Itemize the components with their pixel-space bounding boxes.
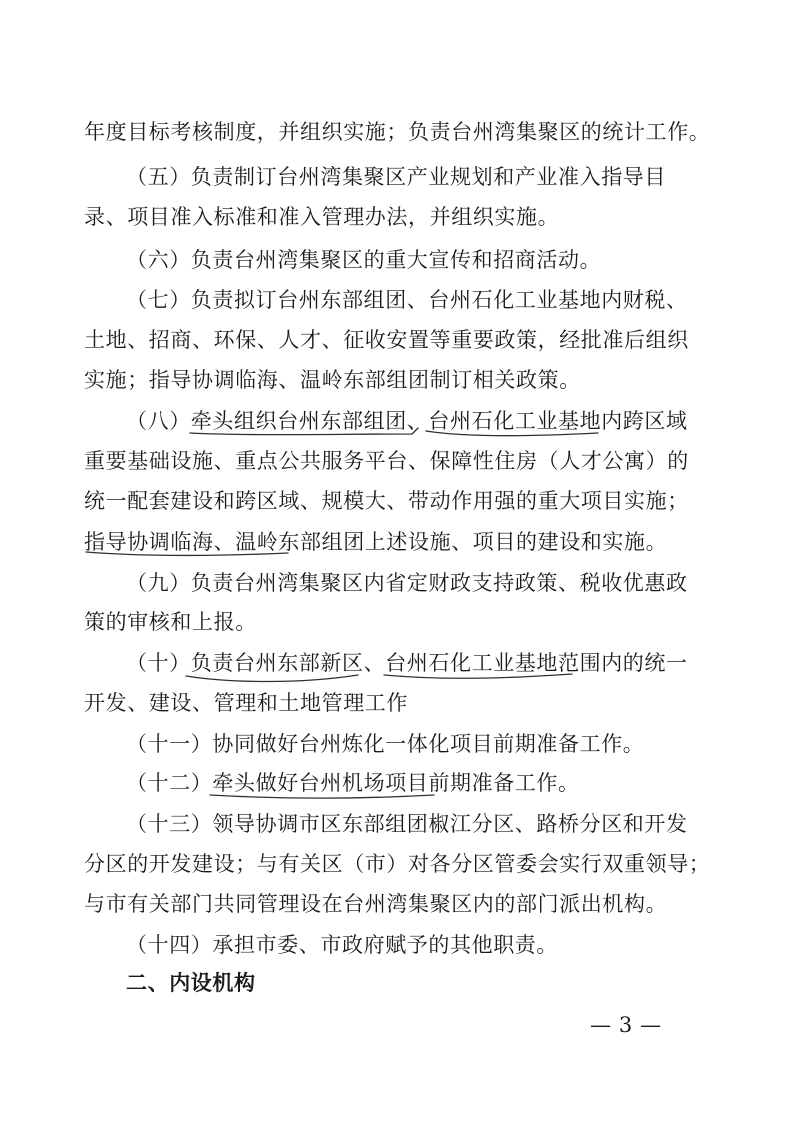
- text-line-13: 策的审核和上报。: [84, 610, 257, 634]
- text-line-11: 指导协调临海、温岭东部组团上述设施、项目的建设和实施。: [84, 530, 668, 554]
- text-line-6: 土地、招商、环保、人才、征收安置等重要政策，经批准后组织: [84, 328, 689, 352]
- text-line-15: 开发、建设、管理和土地管理工作: [84, 691, 408, 715]
- text-line-14: （十）负责台州东部新区、台州石化工业基地范围内的统一: [126, 651, 688, 675]
- text-line-4: （六）负责台州湾集聚区的重大宣传和招商活动。: [126, 248, 602, 272]
- text-line-16: （十一）协同做好台州炼化一体化项目前期准备工作。: [126, 732, 645, 756]
- text-line-10: 统一配套建设和跨区域、规模大、带动作用强的重大项目实施；: [84, 489, 689, 513]
- text-line-17: （十二）牵头做好台州机场项目前期准备工作。: [126, 771, 580, 795]
- text-line-8: （八）牵头组织台州东部组团、台州石化工业基地内跨区域: [126, 409, 688, 433]
- text-line-3: 录、项目准入标准和准入管理办法，并组织实施。: [84, 205, 560, 229]
- text-line-12: （九）负责台州湾集聚区内省定财政支持政策、税收优惠政: [126, 571, 688, 595]
- page-number: — 3 —: [590, 1013, 662, 1037]
- text-line-20: 与市有关部门共同管理设在台州湾集聚区内的部门派出机构。: [84, 892, 668, 916]
- text-line-18: （十三）领导协调市区东部组团椒江分区、路桥分区和开发: [126, 812, 688, 836]
- text-line-7: 实施；指导协调临海、温岭东部组团制订相关政策。: [84, 368, 581, 392]
- section-heading: 二、内设机构: [126, 971, 256, 995]
- text-line-1: 年度目标考核制度，并组织实施；负责台州湾集聚区的统计工作。: [84, 120, 711, 144]
- text-line-2: （五）负责制订台州湾集聚区产业规划和产业准入指导目: [126, 165, 666, 189]
- text-line-21: （十四）承担市委、市政府赋予的其他职责。: [126, 933, 558, 957]
- text-line-19: 分区的开发建设；与有关区（市）对各分区管委会实行双重领导；: [84, 852, 711, 876]
- text-line-9: 重要基础设施、重点公共服务平台、保障性住房（人才公寓）的: [84, 449, 689, 473]
- text-line-5: （七）负责拟订台州东部组团、台州石化工业基地内财税、: [126, 288, 688, 312]
